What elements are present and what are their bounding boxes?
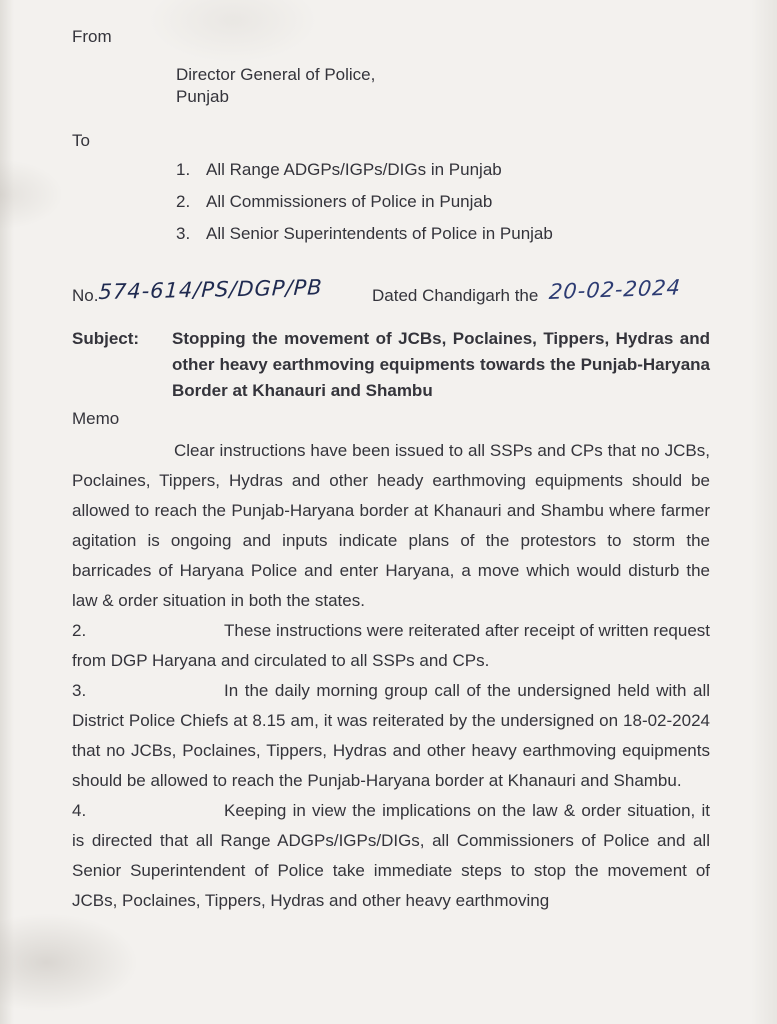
recipient-number: 1. bbox=[176, 160, 191, 179]
paragraph-text: These instructions were reiterated after receipt of written request from DGP Haryana and circulated to all SSPs and CPs. bbox=[72, 621, 710, 670]
paragraph-text: Clear instructions have been issued to all SSPs and CPs that no JCBs, Poclaines, Tippers, Hydras and other heady earthmoving equipments should be allowed to reach the Punjab-Haryana border at Khanauri and Shambu where farmer agitation is ongoing and inputs indicate plans of the protestors to storm the barricades of Haryana Police and enter Haryana, a move which would disturb the law & order situation in both the states. bbox=[72, 441, 710, 610]
body-paragraph-3 bbox=[72, 676, 710, 796]
body-paragraph-4 bbox=[72, 796, 710, 916]
body-paragraph-2 bbox=[72, 616, 710, 676]
subject-label: Subject: bbox=[72, 329, 140, 348]
dated-label: Dated Chandigarh the bbox=[372, 286, 539, 305]
sender-block bbox=[176, 64, 710, 108]
letter-body bbox=[72, 436, 710, 916]
paragraph-number: 3. bbox=[72, 681, 87, 700]
recipient-row bbox=[176, 218, 710, 250]
paragraph-number: 2. bbox=[72, 621, 87, 640]
paragraph-text: In the daily morning group call of the undersigned held with all District Police Chiefs at 8.15 am, it was reiterated by the undersigned on 18-02-2024 that no JCBs, Poclaines, Tippers, Hydras and other heavy earthmoving equipments should be allowed to reach the Punjab-Haryana border at Khanauri and Shambu. bbox=[72, 681, 710, 790]
recipient-text: All Commissioners of Police in Punjab bbox=[206, 192, 493, 211]
sender-line-1: Director General of Police, bbox=[176, 65, 376, 84]
paragraph-text: Keeping in view the implications on the law & order situation, it is directed that all Range ADGPs/IGPs/DIGs, all Commissioners of Police and all Senior Superintendent of Police take immediate steps to stop the movement of JCBs, Poclaines, Tippers, Hydras and other heavy earthmoving bbox=[72, 801, 710, 910]
letter-content bbox=[72, 26, 710, 916]
body-paragraph-1 bbox=[72, 436, 710, 616]
ref-no-value-handwritten: 574-614/PS/DGP/PB bbox=[98, 275, 324, 304]
memo-label: Memo bbox=[72, 409, 120, 428]
recipient-number: 2. bbox=[176, 192, 191, 211]
subject-row bbox=[72, 326, 710, 404]
ref-no-label: No. bbox=[72, 286, 99, 305]
recipients-list bbox=[176, 154, 710, 250]
recipient-number: 3. bbox=[176, 224, 191, 243]
recipient-text: All Senior Superintendents of Police in Punjab bbox=[206, 224, 553, 243]
reference-row bbox=[72, 276, 710, 314]
date-group bbox=[372, 275, 683, 306]
date-value-handwritten: 20-02-2024 bbox=[548, 275, 683, 304]
recipient-row bbox=[176, 186, 710, 218]
sender-line-2: Punjab bbox=[176, 87, 229, 106]
reference-number-group bbox=[72, 275, 324, 306]
paragraph-number: 4. bbox=[72, 801, 87, 820]
to-label: To bbox=[72, 131, 90, 150]
recipient-row bbox=[176, 154, 710, 186]
from-label: From bbox=[72, 27, 112, 46]
recipient-text: All Range ADGPs/IGPs/DIGs in Punjab bbox=[206, 160, 502, 179]
subject-text: Stopping the movement of JCBs, Poclaines, Tippers, Hydras and other heavy earthmoving equipments towards the Punjab-Haryana Border at Khanauri and Shambu bbox=[172, 329, 710, 400]
